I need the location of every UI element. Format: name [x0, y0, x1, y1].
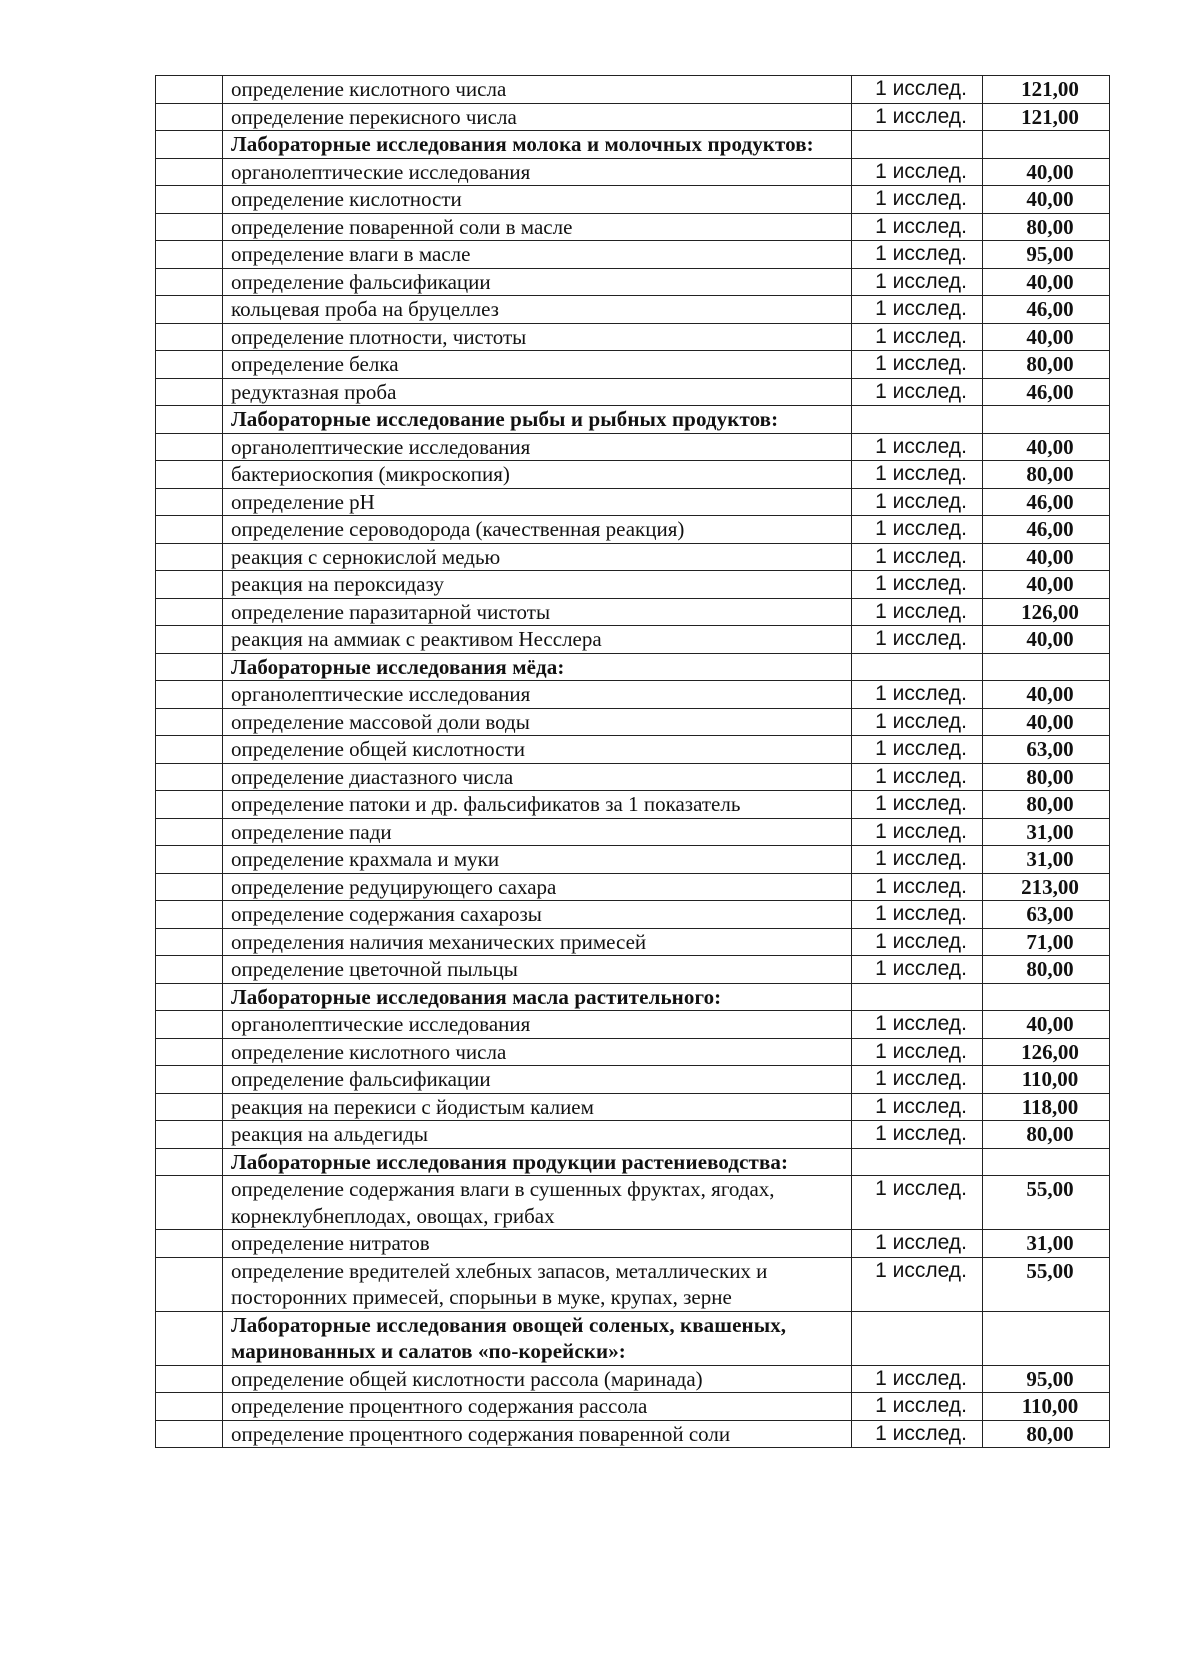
- section-header-row: [156, 406, 1110, 434]
- section-header-row: [156, 983, 1110, 1011]
- service-name: определение процентного содержания поваренной соли: [223, 1420, 852, 1448]
- row-number-cell: [156, 131, 223, 159]
- row-number-cell: [156, 736, 223, 764]
- price-cell: 46,00: [983, 488, 1110, 516]
- service-name: определение фальсификации: [223, 268, 852, 296]
- service-name: определение влаги в масле: [223, 241, 852, 269]
- table-row: [156, 763, 1110, 791]
- table-row: [156, 571, 1110, 599]
- unit-cell: 1 исслед.: [852, 571, 983, 599]
- price-cell: 40,00: [983, 708, 1110, 736]
- table-row: [156, 103, 1110, 131]
- table-row: [156, 323, 1110, 351]
- price-cell: 110,00: [983, 1066, 1110, 1094]
- unit-cell: [852, 983, 983, 1011]
- unit-cell: 1 исслед.: [852, 928, 983, 956]
- table-row: [156, 1038, 1110, 1066]
- row-number-cell: [156, 213, 223, 241]
- price-cell: 63,00: [983, 901, 1110, 929]
- price-cell: [983, 653, 1110, 681]
- unit-cell: 1 исслед.: [852, 1257, 983, 1311]
- service-name: определение содержания сахарозы: [223, 901, 852, 929]
- price-cell: [983, 1148, 1110, 1176]
- table-row: [156, 488, 1110, 516]
- unit-cell: 1 исслед.: [852, 433, 983, 461]
- row-number-cell: [156, 653, 223, 681]
- unit-cell: 1 исслед.: [852, 956, 983, 984]
- service-name: определение крахмала и муки: [223, 846, 852, 874]
- row-number-cell: [156, 983, 223, 1011]
- row-number-cell: [156, 543, 223, 571]
- unit-cell: [852, 653, 983, 681]
- price-table: [155, 75, 1110, 1448]
- table-row: [156, 1093, 1110, 1121]
- price-cell: 31,00: [983, 818, 1110, 846]
- service-name: реакция на перекиси с йодистым калием: [223, 1093, 852, 1121]
- row-number-cell: [156, 791, 223, 819]
- unit-cell: 1 исслед.: [852, 818, 983, 846]
- table-row: [156, 213, 1110, 241]
- table-row: [156, 461, 1110, 489]
- table-row: [156, 378, 1110, 406]
- table-row: [156, 1230, 1110, 1258]
- unit-cell: 1 исслед.: [852, 846, 983, 874]
- unit-cell: 1 исслед.: [852, 213, 983, 241]
- unit-cell: 1 исслед.: [852, 378, 983, 406]
- price-cell: 46,00: [983, 296, 1110, 324]
- price-cell: 95,00: [983, 1365, 1110, 1393]
- price-cell: 80,00: [983, 351, 1110, 379]
- table-row: [156, 1176, 1110, 1230]
- price-cell: 55,00: [983, 1257, 1110, 1311]
- row-number-cell: [156, 186, 223, 214]
- service-name: определение плотности, чистоты: [223, 323, 852, 351]
- price-cell: [983, 1311, 1110, 1365]
- service-name: редуктазная проба: [223, 378, 852, 406]
- table-row: [156, 433, 1110, 461]
- table-row: [156, 158, 1110, 186]
- row-number-cell: [156, 1011, 223, 1039]
- service-name: определение массовой доли воды: [223, 708, 852, 736]
- price-cell: 118,00: [983, 1093, 1110, 1121]
- table-row: [156, 681, 1110, 709]
- row-number-cell: [156, 241, 223, 269]
- row-number-cell: [156, 681, 223, 709]
- row-number-cell: [156, 626, 223, 654]
- table-row: [156, 846, 1110, 874]
- unit-cell: 1 исслед.: [852, 763, 983, 791]
- price-table-body: [156, 76, 1110, 1448]
- section-title: Лабораторные исследования мёда:: [223, 653, 852, 681]
- price-cell: 80,00: [983, 763, 1110, 791]
- table-row: [156, 268, 1110, 296]
- price-cell: 40,00: [983, 571, 1110, 599]
- price-cell: 40,00: [983, 158, 1110, 186]
- price-cell: 80,00: [983, 791, 1110, 819]
- service-name: органолептические исследования: [223, 158, 852, 186]
- unit-cell: 1 исслед.: [852, 1230, 983, 1258]
- table-row: [156, 956, 1110, 984]
- service-name: определения наличия механических примесей: [223, 928, 852, 956]
- price-cell: 80,00: [983, 1121, 1110, 1149]
- service-name: определение фальсификации: [223, 1066, 852, 1094]
- unit-cell: [852, 131, 983, 159]
- table-row: [156, 626, 1110, 654]
- row-number-cell: [156, 268, 223, 296]
- service-name: определение кислотного числа: [223, 76, 852, 104]
- price-cell: 110,00: [983, 1393, 1110, 1421]
- price-cell: 63,00: [983, 736, 1110, 764]
- unit-cell: 1 исслед.: [852, 1420, 983, 1448]
- service-name: определение процентного содержания рассола: [223, 1393, 852, 1421]
- row-number-cell: [156, 1176, 223, 1230]
- service-name: определение паразитарной чистоты: [223, 598, 852, 626]
- row-number-cell: [156, 406, 223, 434]
- service-name: определение pH: [223, 488, 852, 516]
- price-cell: [983, 983, 1110, 1011]
- service-name: определение сероводорода (качественная реакция): [223, 516, 852, 544]
- row-number-cell: [156, 323, 223, 351]
- service-name: органолептические исследования: [223, 681, 852, 709]
- service-name: определение поваренной соли в масле: [223, 213, 852, 241]
- service-name: органолептические исследования: [223, 1011, 852, 1039]
- price-cell: 46,00: [983, 378, 1110, 406]
- row-number-cell: [156, 158, 223, 186]
- table-row: [156, 736, 1110, 764]
- price-cell: 40,00: [983, 626, 1110, 654]
- unit-cell: 1 исслед.: [852, 103, 983, 131]
- service-name: определение пади: [223, 818, 852, 846]
- service-name: определение кислотности: [223, 186, 852, 214]
- section-header-row: [156, 1311, 1110, 1365]
- row-number-cell: [156, 1230, 223, 1258]
- table-row: [156, 791, 1110, 819]
- price-cell: 213,00: [983, 873, 1110, 901]
- service-name: органолептические исследования: [223, 433, 852, 461]
- table-row: [156, 1011, 1110, 1039]
- table-row: [156, 818, 1110, 846]
- unit-cell: 1 исслед.: [852, 791, 983, 819]
- price-cell: 126,00: [983, 598, 1110, 626]
- price-cell: 80,00: [983, 956, 1110, 984]
- row-number-cell: [156, 873, 223, 901]
- unit-cell: 1 исслед.: [852, 1011, 983, 1039]
- service-name: кольцевая проба на бруцеллез: [223, 296, 852, 324]
- price-cell: [983, 131, 1110, 159]
- section-title: Лабораторные исследования овощей соленых, квашеных, маринованных и салатов «по-корейски»:: [223, 1311, 852, 1365]
- row-number-cell: [156, 1257, 223, 1311]
- table-row: [156, 1393, 1110, 1421]
- section-header-row: [156, 131, 1110, 159]
- unit-cell: 1 исслед.: [852, 76, 983, 104]
- unit-cell: 1 исслед.: [852, 1066, 983, 1094]
- section-header-row: [156, 1148, 1110, 1176]
- section-header-row: [156, 653, 1110, 681]
- unit-cell: 1 исслед.: [852, 1121, 983, 1149]
- row-number-cell: [156, 433, 223, 461]
- service-name: бактериоскопия (микроскопия): [223, 461, 852, 489]
- unit-cell: [852, 1148, 983, 1176]
- table-row: [156, 598, 1110, 626]
- row-number-cell: [156, 516, 223, 544]
- unit-cell: 1 исслед.: [852, 268, 983, 296]
- price-cell: 40,00: [983, 1011, 1110, 1039]
- table-row: [156, 901, 1110, 929]
- table-row: [156, 351, 1110, 379]
- unit-cell: [852, 406, 983, 434]
- unit-cell: 1 исслед.: [852, 626, 983, 654]
- table-row: [156, 708, 1110, 736]
- table-row: [156, 516, 1110, 544]
- row-number-cell: [156, 1420, 223, 1448]
- price-cell: 31,00: [983, 1230, 1110, 1258]
- unit-cell: 1 исслед.: [852, 488, 983, 516]
- service-name: реакция на пероксидазу: [223, 571, 852, 599]
- unit-cell: 1 исслед.: [852, 1038, 983, 1066]
- row-number-cell: [156, 1066, 223, 1094]
- row-number-cell: [156, 378, 223, 406]
- table-row: [156, 543, 1110, 571]
- price-cell: 40,00: [983, 186, 1110, 214]
- unit-cell: [852, 1311, 983, 1365]
- table-row: [156, 76, 1110, 104]
- unit-cell: 1 исслед.: [852, 158, 983, 186]
- price-cell: 40,00: [983, 433, 1110, 461]
- unit-cell: 1 исслед.: [852, 516, 983, 544]
- price-cell: 126,00: [983, 1038, 1110, 1066]
- service-name: определение общей кислотности рассола (маринада): [223, 1365, 852, 1393]
- service-name: реакция на аммиак с реактивом Несслера: [223, 626, 852, 654]
- row-number-cell: [156, 1311, 223, 1365]
- unit-cell: 1 исслед.: [852, 186, 983, 214]
- table-row: [156, 1420, 1110, 1448]
- unit-cell: 1 исслед.: [852, 681, 983, 709]
- service-name: реакция на альдегиды: [223, 1121, 852, 1149]
- row-number-cell: [156, 1365, 223, 1393]
- row-number-cell: [156, 1148, 223, 1176]
- table-row: [156, 241, 1110, 269]
- price-cell: 71,00: [983, 928, 1110, 956]
- service-name: определение цветочной пыльцы: [223, 956, 852, 984]
- price-cell: 95,00: [983, 241, 1110, 269]
- unit-cell: 1 исслед.: [852, 873, 983, 901]
- price-cell: 31,00: [983, 846, 1110, 874]
- service-name: определение общей кислотности: [223, 736, 852, 764]
- service-name: реакция с сернокислой медью: [223, 543, 852, 571]
- unit-cell: 1 исслед.: [852, 241, 983, 269]
- row-number-cell: [156, 901, 223, 929]
- service-name: определение патоки и др. фальсификатов за 1 показатель: [223, 791, 852, 819]
- price-cell: 40,00: [983, 323, 1110, 351]
- price-cell: 40,00: [983, 681, 1110, 709]
- row-number-cell: [156, 488, 223, 516]
- row-number-cell: [156, 1093, 223, 1121]
- unit-cell: 1 исслед.: [852, 1176, 983, 1230]
- unit-cell: 1 исслед.: [852, 296, 983, 324]
- section-title: Лабораторные исследования молока и молочных продуктов:: [223, 131, 852, 159]
- price-cell: 80,00: [983, 213, 1110, 241]
- row-number-cell: [156, 956, 223, 984]
- service-name: определение нитратов: [223, 1230, 852, 1258]
- price-cell: 46,00: [983, 516, 1110, 544]
- table-row: [156, 1121, 1110, 1149]
- price-cell: 121,00: [983, 103, 1110, 131]
- unit-cell: 1 исслед.: [852, 351, 983, 379]
- service-name: определение белка: [223, 351, 852, 379]
- table-row: [156, 1365, 1110, 1393]
- row-number-cell: [156, 461, 223, 489]
- unit-cell: 1 исслед.: [852, 323, 983, 351]
- section-title: Лабораторные исследование рыбы и рыбных продуктов:: [223, 406, 852, 434]
- row-number-cell: [156, 1038, 223, 1066]
- row-number-cell: [156, 928, 223, 956]
- unit-cell: 1 исслед.: [852, 1365, 983, 1393]
- price-cell: 55,00: [983, 1176, 1110, 1230]
- unit-cell: 1 исслед.: [852, 598, 983, 626]
- row-number-cell: [156, 846, 223, 874]
- price-cell: 40,00: [983, 543, 1110, 571]
- price-cell: [983, 406, 1110, 434]
- table-row: [156, 186, 1110, 214]
- service-name: определение редуцирующего сахара: [223, 873, 852, 901]
- row-number-cell: [156, 1121, 223, 1149]
- row-number-cell: [156, 103, 223, 131]
- row-number-cell: [156, 1393, 223, 1421]
- row-number-cell: [156, 598, 223, 626]
- table-row: [156, 1066, 1110, 1094]
- row-number-cell: [156, 571, 223, 599]
- price-cell: 80,00: [983, 1420, 1110, 1448]
- unit-cell: 1 исслед.: [852, 736, 983, 764]
- price-cell: 80,00: [983, 461, 1110, 489]
- service-name: определение перекисного числа: [223, 103, 852, 131]
- unit-cell: 1 исслед.: [852, 1393, 983, 1421]
- unit-cell: 1 исслед.: [852, 1093, 983, 1121]
- section-title: Лабораторные исследования продукции растениеводства:: [223, 1148, 852, 1176]
- table-row: [156, 1257, 1110, 1311]
- row-number-cell: [156, 351, 223, 379]
- table-row: [156, 873, 1110, 901]
- section-title: Лабораторные исследования масла растительного:: [223, 983, 852, 1011]
- unit-cell: 1 исслед.: [852, 708, 983, 736]
- unit-cell: 1 исслед.: [852, 901, 983, 929]
- unit-cell: 1 исслед.: [852, 543, 983, 571]
- row-number-cell: [156, 708, 223, 736]
- service-name: определение кислотного числа: [223, 1038, 852, 1066]
- price-cell: 40,00: [983, 268, 1110, 296]
- table-row: [156, 928, 1110, 956]
- unit-cell: 1 исслед.: [852, 461, 983, 489]
- price-cell: 121,00: [983, 76, 1110, 104]
- service-name: определение содержания влаги в сушенных фруктах, ягодах, корнеклубнеплодах, овощах, грибах: [223, 1176, 852, 1230]
- table-row: [156, 296, 1110, 324]
- row-number-cell: [156, 763, 223, 791]
- service-name: определение вредителей хлебных запасов, металлических и посторонних примесей, спорыньи в муке, крупах, зерне: [223, 1257, 852, 1311]
- row-number-cell: [156, 76, 223, 104]
- row-number-cell: [156, 818, 223, 846]
- row-number-cell: [156, 296, 223, 324]
- service-name: определение диастазного числа: [223, 763, 852, 791]
